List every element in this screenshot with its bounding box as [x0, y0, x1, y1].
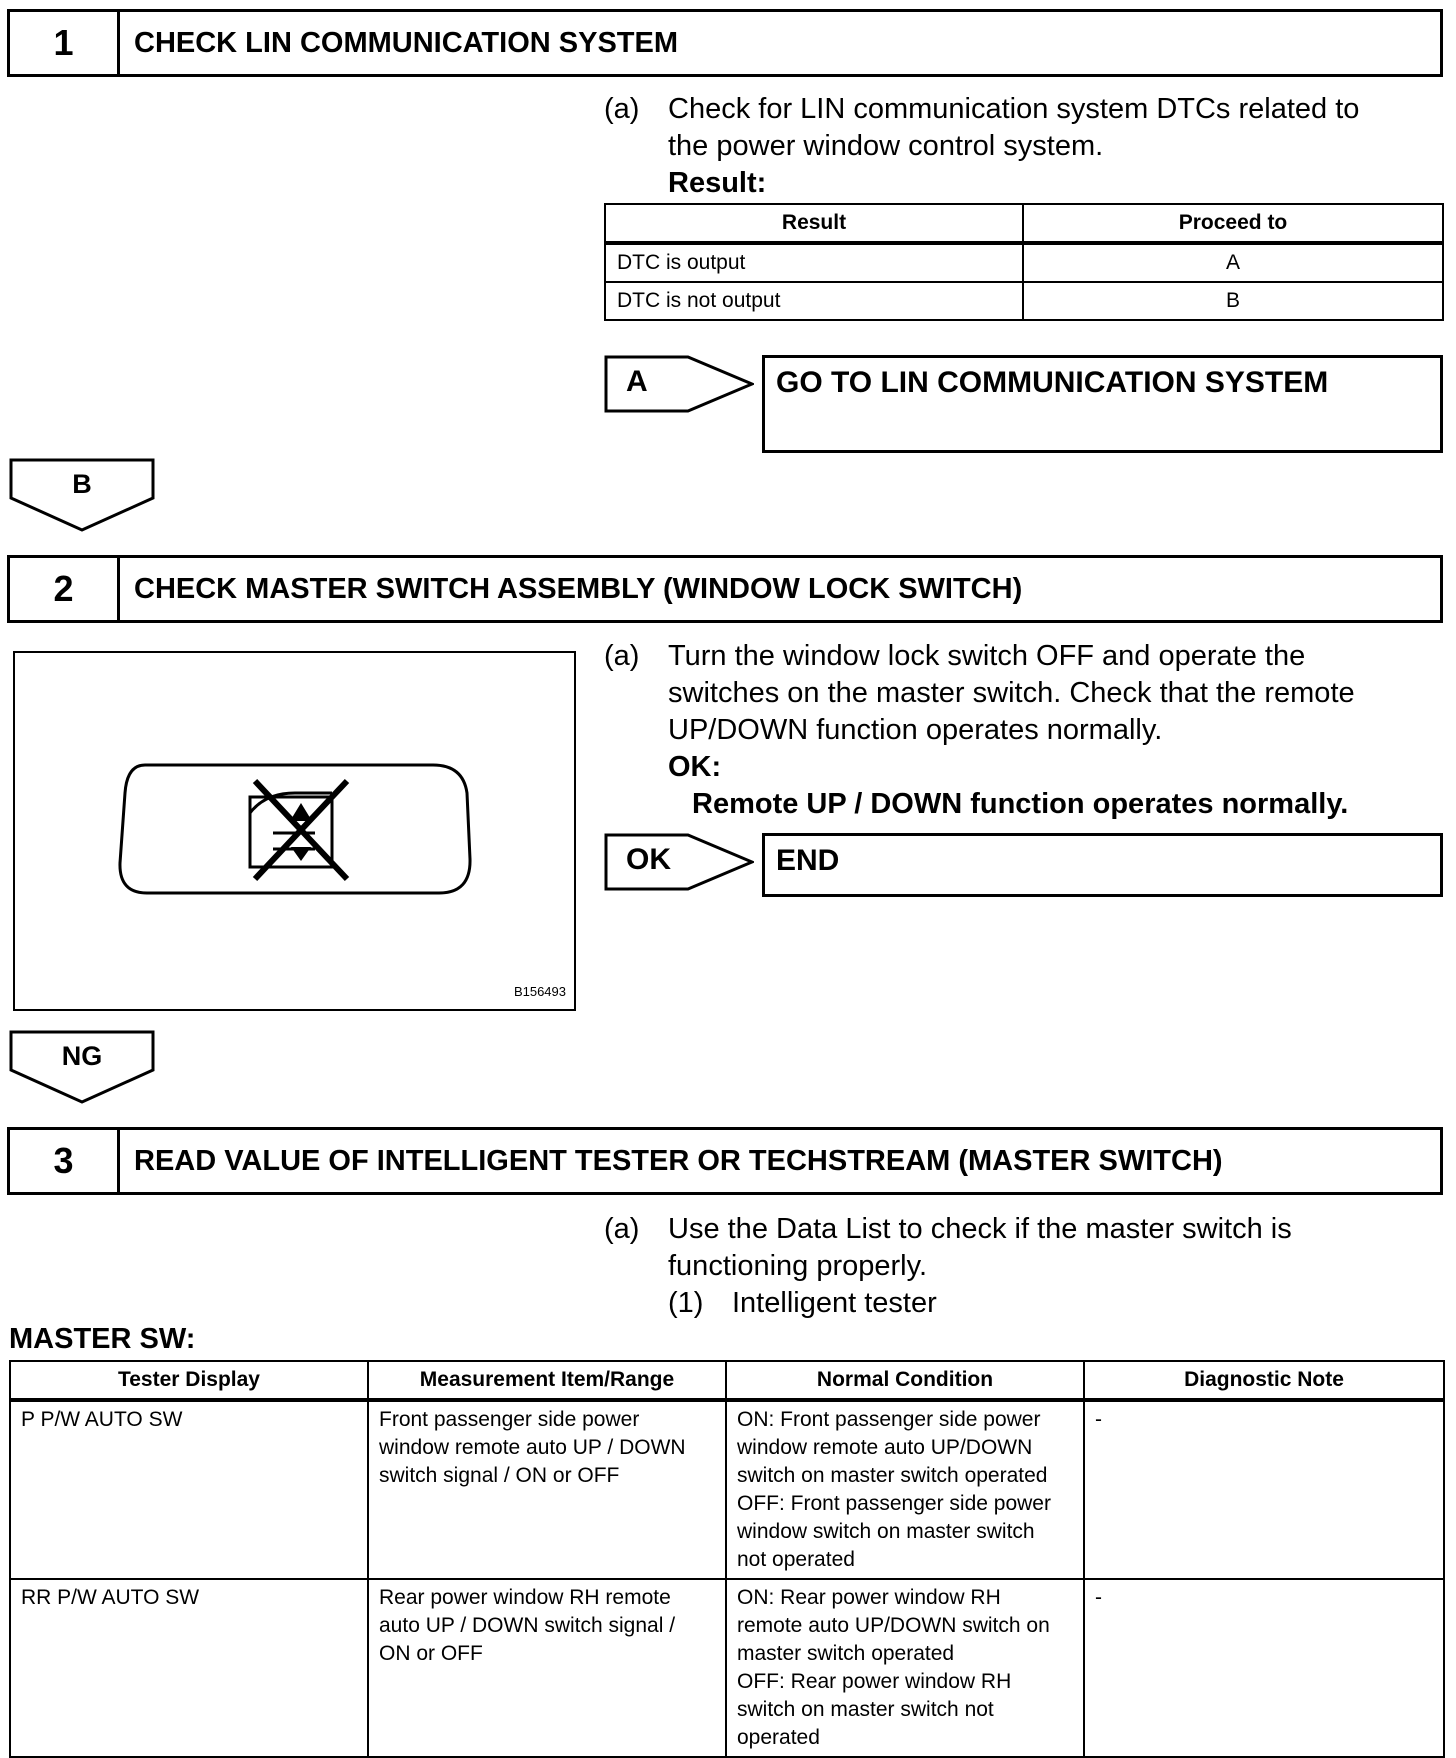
- branch-b-arrow: [9, 458, 155, 532]
- table-cell: ON: Front passenger side power window remote auto UP/DOWN switch on master switch operated OFF: Front passenger side power window switch on master switch not operated: [726, 1400, 1084, 1579]
- table-cell: -: [1084, 1579, 1444, 1757]
- table-header-cell: Normal Condition: [726, 1361, 1084, 1400]
- table-cell: A: [1023, 243, 1443, 282]
- step-2-title: CHECK MASTER SWITCH ASSEMBLY (WINDOW LOCK SWITCH): [134, 572, 1023, 605]
- branch-a-arrow: [604, 355, 754, 413]
- table-row: [605, 282, 1443, 320]
- table-cell: DTC is not output: [605, 282, 1023, 320]
- step-2-instruction: [668, 638, 1355, 823]
- table-row: [10, 1579, 1444, 1757]
- master-sw-table: [9, 1360, 1445, 1758]
- step-1-instruction: [668, 91, 1359, 202]
- step-3-header: [7, 1127, 1443, 1195]
- table-row: [605, 243, 1443, 282]
- table-header-cell: Proceed to: [1023, 204, 1443, 243]
- branch-ng-label: NG: [61, 1041, 103, 1071]
- step-1-instruction-line: Check for LIN communication system DTCs related to: [668, 93, 1360, 125]
- table-row: [10, 1400, 1444, 1579]
- step-3-instruction-line: functioning properly.: [668, 1250, 928, 1282]
- step-3-number: 3: [10, 1130, 120, 1192]
- step-2-instruction-line: switches on the master switch. Check that the remote: [668, 677, 1355, 709]
- step-3-item-marker: (a): [604, 1213, 640, 1245]
- step-2-header: [7, 555, 1443, 623]
- table-header-cell: Tester Display: [10, 1361, 368, 1400]
- table-cell: Rear power window RH remote auto UP / DOWN switch signal / ON or OFF: [368, 1579, 726, 1757]
- table-cell: RR P/W AUTO SW: [10, 1579, 368, 1757]
- step-3-sub-text: Intelligent tester: [732, 1287, 937, 1319]
- step-2-instruction-line: UP/DOWN function operates normally.: [668, 714, 1163, 746]
- step-3-sub-marker: (1): [668, 1287, 704, 1319]
- step-1-title: CHECK LIN COMMUNICATION SYSTEM: [134, 26, 679, 59]
- branch-a-label: A: [626, 365, 648, 398]
- step-3-title: READ VALUE OF INTELLIGENT TESTER OR TECHSTREAM (MASTER SWITCH): [134, 1144, 1223, 1177]
- table-header-cell: Measurement Item/Range: [368, 1361, 726, 1400]
- table-header-cell: Result: [605, 204, 1023, 243]
- window-lock-switch-icon: [15, 653, 574, 1009]
- table-header-row: [605, 204, 1443, 243]
- step-1-instruction-line: the power window control system.: [668, 130, 1104, 162]
- step-1-result-heading: Result:: [668, 167, 767, 199]
- branch-ok-arrow: [604, 833, 754, 891]
- window-lock-switch-figure: [13, 651, 576, 1011]
- figure-id: B156493: [513, 984, 566, 999]
- branch-ok-label: OK: [626, 843, 671, 876]
- table-cell: P P/W AUTO SW: [10, 1400, 368, 1579]
- branch-a-text: GO TO LIN COMMUNICATION SYSTEM: [776, 366, 1329, 399]
- branch-ok-text: END: [776, 844, 840, 877]
- table-header-row: [10, 1361, 1444, 1400]
- branch-b-label: B: [72, 469, 92, 499]
- branch-ng-arrow: [9, 1030, 155, 1104]
- step-1-result-table: [604, 203, 1444, 321]
- master-sw-table-title: MASTER SW:: [9, 1323, 196, 1355]
- step-1-item-marker: (a): [604, 93, 640, 125]
- branch-ok-box: [762, 833, 1443, 897]
- table-cell: DTC is output: [605, 243, 1023, 282]
- step-1-number: 1: [10, 12, 120, 74]
- step-3-instruction-line: Use the Data List to check if the master switch is: [668, 1213, 1292, 1245]
- table-cell: -: [1084, 1400, 1444, 1579]
- step-2-instruction-line: Turn the window lock switch OFF and operate the: [668, 640, 1306, 672]
- step-2-ok-condition: Remote UP / DOWN function operates normally.: [692, 788, 1349, 820]
- step-3-instruction: [668, 1211, 1292, 1285]
- branch-a-box: [762, 355, 1443, 453]
- table-cell: ON: Rear power window RH remote auto UP/DOWN switch on master switch operated OFF: Rear power window RH switch on master switch not operated: [726, 1579, 1084, 1757]
- table-header-cell: Diagnostic Note: [1084, 1361, 1444, 1400]
- step-1-header: [7, 9, 1443, 77]
- step-2-number: 2: [10, 558, 120, 620]
- step-2-ok-heading: OK:: [668, 751, 722, 783]
- step-2-item-marker: (a): [604, 640, 640, 672]
- table-cell: B: [1023, 282, 1443, 320]
- table-cell: Front passenger side power window remote auto UP / DOWN switch signal / ON or OFF: [368, 1400, 726, 1579]
